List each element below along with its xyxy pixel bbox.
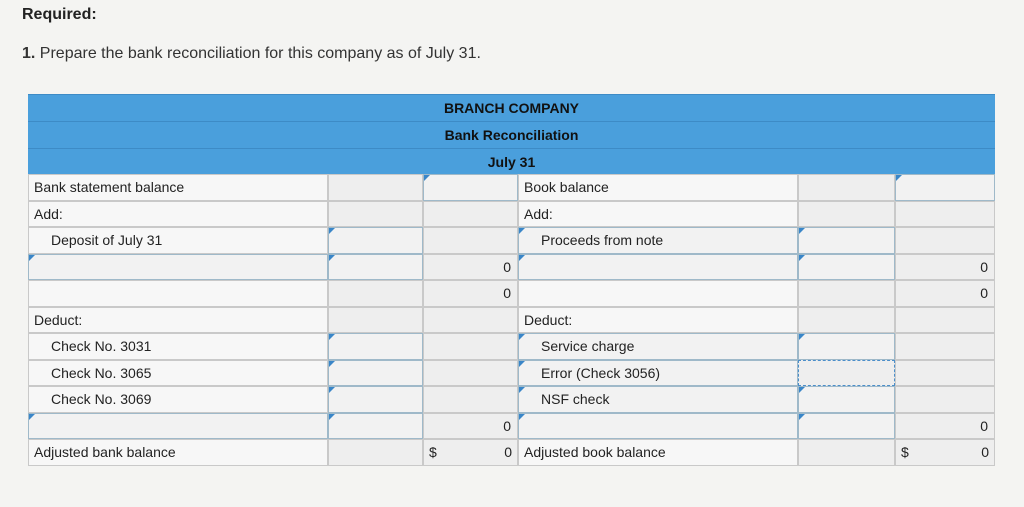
check-3065-label: Check No. 3065 — [28, 360, 328, 387]
bank-cell-r2-amt — [328, 201, 423, 228]
company-name: BRANCH COMPANY — [28, 94, 995, 121]
book-cell-r2-amt — [798, 201, 895, 228]
report-title: Bank Reconciliation — [28, 121, 995, 148]
book-cell-r5-amt — [798, 280, 895, 307]
bank-cell-r5-amt — [328, 280, 423, 307]
instruction-number: 1. — [22, 45, 36, 62]
book-add-label: Add: — [518, 201, 798, 228]
bank-cell-r6-total — [423, 307, 518, 334]
bank-statement-balance-label: Bank statement balance — [28, 174, 328, 201]
bank-cell-r5-label — [28, 280, 328, 307]
book-cell-r7-total — [895, 333, 995, 360]
error-check-label[interactable]: Error (Check 3056) — [518, 360, 798, 387]
service-charge-input[interactable] — [798, 333, 895, 360]
adjusted-book-balance-value — [895, 439, 995, 466]
book-cell-r5-label — [518, 280, 798, 307]
adjusted-bank-balance-amount: 0 — [504, 444, 512, 461]
bank-add-label: Add: — [28, 201, 328, 228]
bank-cell-r1-amt — [328, 174, 423, 201]
bank-deduct-extra-amount-input[interactable] — [328, 413, 423, 440]
book-cell-r6-amt — [798, 307, 895, 334]
bank-cell-r6-amt — [328, 307, 423, 334]
book-add-extra-label-input[interactable] — [518, 254, 798, 281]
bank-subtotal: 0 — [423, 280, 518, 307]
instruction-text — [22, 45, 481, 63]
bank-cell-r3-total — [423, 227, 518, 254]
deposit-label: Deposit of July 31 — [28, 227, 328, 254]
bank-deduct-label: Deduct: — [28, 307, 328, 334]
bank-deduct-total: 0 — [423, 413, 518, 440]
book-currency-symbol: $ — [901, 444, 909, 461]
book-balance-label: Book balance — [518, 174, 798, 201]
book-cell-r8-total — [895, 360, 995, 387]
book-cell-r9-total — [895, 386, 995, 413]
check-3069-input[interactable] — [328, 386, 423, 413]
bank-deduct-extra-label-input[interactable] — [28, 413, 328, 440]
service-charge-label[interactable]: Service charge — [518, 333, 798, 360]
nsf-check-label[interactable]: NSF check — [518, 386, 798, 413]
bank-statement-balance-input[interactable] — [423, 174, 518, 201]
bank-add-extra-label-input[interactable] — [28, 254, 328, 281]
check-3065-input[interactable] — [328, 360, 423, 387]
book-add-total: 0 — [895, 254, 995, 281]
book-cell-r11-amt — [798, 439, 895, 466]
required-heading: Required: — [22, 6, 97, 23]
proceeds-input[interactable] — [798, 227, 895, 254]
book-cell-r2-total — [895, 201, 995, 228]
nsf-check-input[interactable] — [798, 386, 895, 413]
reconciliation-grid — [28, 174, 995, 466]
book-cell-r3-total — [895, 227, 995, 254]
adjusted-book-balance-label: Adjusted book balance — [518, 439, 798, 466]
check-3031-label: Check No. 3031 — [28, 333, 328, 360]
bank-cell-r8-total — [423, 360, 518, 387]
bank-cell-r2-total — [423, 201, 518, 228]
book-cell-r6-total — [895, 307, 995, 334]
book-add-extra-amount-input[interactable] — [798, 254, 895, 281]
instruction-body: Prepare the bank reconciliation for this company as of July 31. — [39, 45, 481, 62]
bank-cell-r9-total — [423, 386, 518, 413]
check-3031-input[interactable] — [328, 333, 423, 360]
book-subtotal: 0 — [895, 280, 995, 307]
adjusted-bank-balance-label: Adjusted bank balance — [28, 439, 328, 466]
adjusted-book-balance-amount: 0 — [981, 444, 989, 461]
report-date: July 31 — [28, 148, 995, 175]
book-deduct-label: Deduct: — [518, 307, 798, 334]
check-3069-label: Check No. 3069 — [28, 386, 328, 413]
error-check-input[interactable] — [798, 360, 895, 387]
proceeds-label[interactable]: Proceeds from note — [518, 227, 798, 254]
book-deduct-extra-amount-input[interactable] — [798, 413, 895, 440]
adjusted-bank-balance-value — [423, 439, 518, 466]
bank-add-extra-amount-input[interactable] — [328, 254, 423, 281]
book-deduct-total: 0 — [895, 413, 995, 440]
bank-currency-symbol: $ — [429, 444, 437, 461]
bank-add-total: 0 — [423, 254, 518, 281]
book-deduct-extra-label-input[interactable] — [518, 413, 798, 440]
bank-cell-r7-total — [423, 333, 518, 360]
bank-cell-r11-amt — [328, 439, 423, 466]
book-balance-input[interactable] — [895, 174, 995, 201]
book-cell-r1-amt — [798, 174, 895, 201]
deposit-input[interactable] — [328, 227, 423, 254]
